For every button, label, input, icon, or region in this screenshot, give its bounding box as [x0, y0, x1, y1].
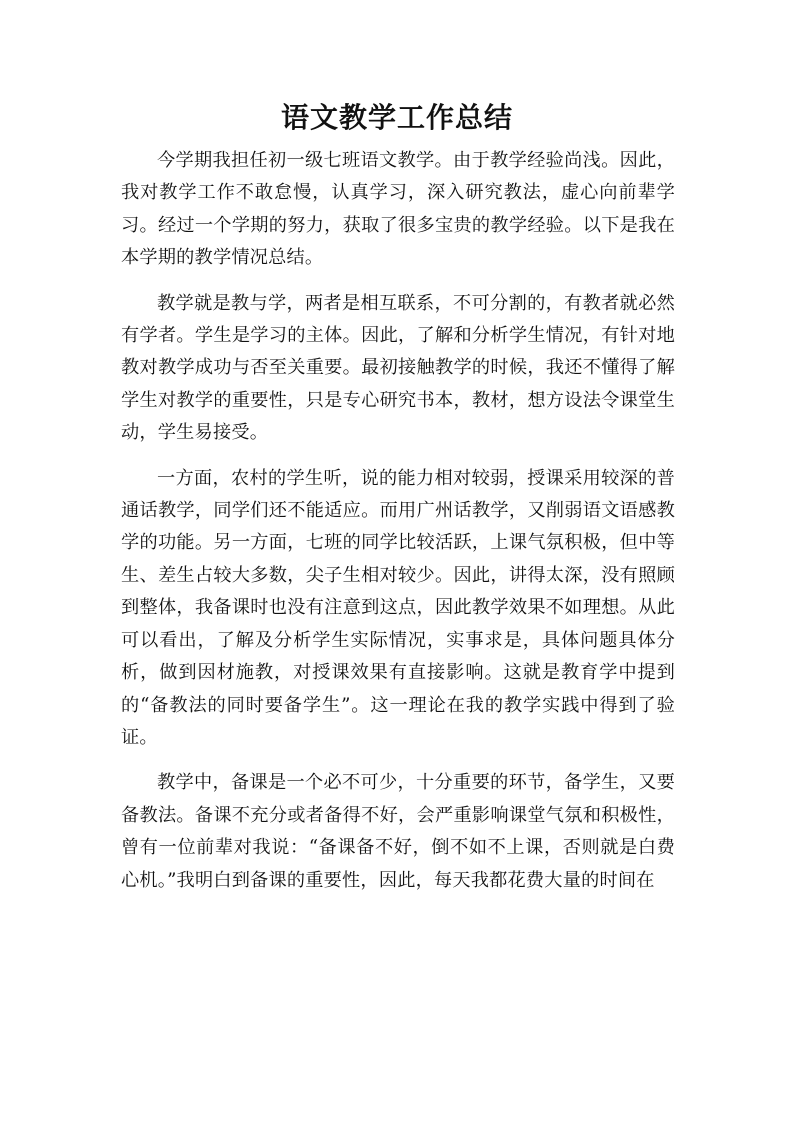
document-title: 语文教学工作总结: [280, 101, 513, 134]
paragraph-2: 教学就是教与学，两者是相互联系，不可分割的，有教者就必然有学者。学生是学习的主体。因此，了解和分析学生情况，有针对地教对教学成功与否至关重要。最初接触教学的时候，我还不懂得了解学生对教学的重要性，只是专心研究书本，教材，想方设法令课堂生动，学生易接受。: [121, 292, 675, 444]
document-body: [121, 145, 675, 910]
paragraph-3: 一方面，农村的学生听，说的能力相对较弱，授课采用较深的普通话教学，同学们还不能适应。而用广州话教学，又削弱语文语感教学的功能。另一方面，七班的同学比较活跃，上课气氛积极，但中等生、差生占较大多数，尖子生相对较少。因此，讲得太深，没有照顾到整体，我备课时也没有注意到这点，因此教学效果不如理想。从此可以看出，了解及分析学生实际情况，实事求是，具体问题具体分析，做到因材施教，对授课效果有直接影响。这就是教育学中提到的“备教法的同时要备学生”。这一理论在我的教学实践中得到了验证。: [121, 467, 675, 748]
paragraph-1: 今学期我担任初一级七班语文教学。由于教学经验尚浅。因此，我对教学工作不敢怠慢，认真学习，深入研究教法，虚心向前辈学习。经过一个学期的努力，获取了很多宝贵的教学经验。以下是我在本学期的教学情况总结。: [121, 150, 675, 269]
paragraph-4: 教学中，备课是一个必不可少，十分重要的环节，备学生，又要备教法。备课不充分或者备得不好，会严重影响课堂气氛和积极性，曾有一位前辈对我说：“备课备不好，倒不如不上课，否则就是白费心机。”我明白到备课的重要性，因此，每天我都花费大量的时间在: [121, 772, 675, 891]
